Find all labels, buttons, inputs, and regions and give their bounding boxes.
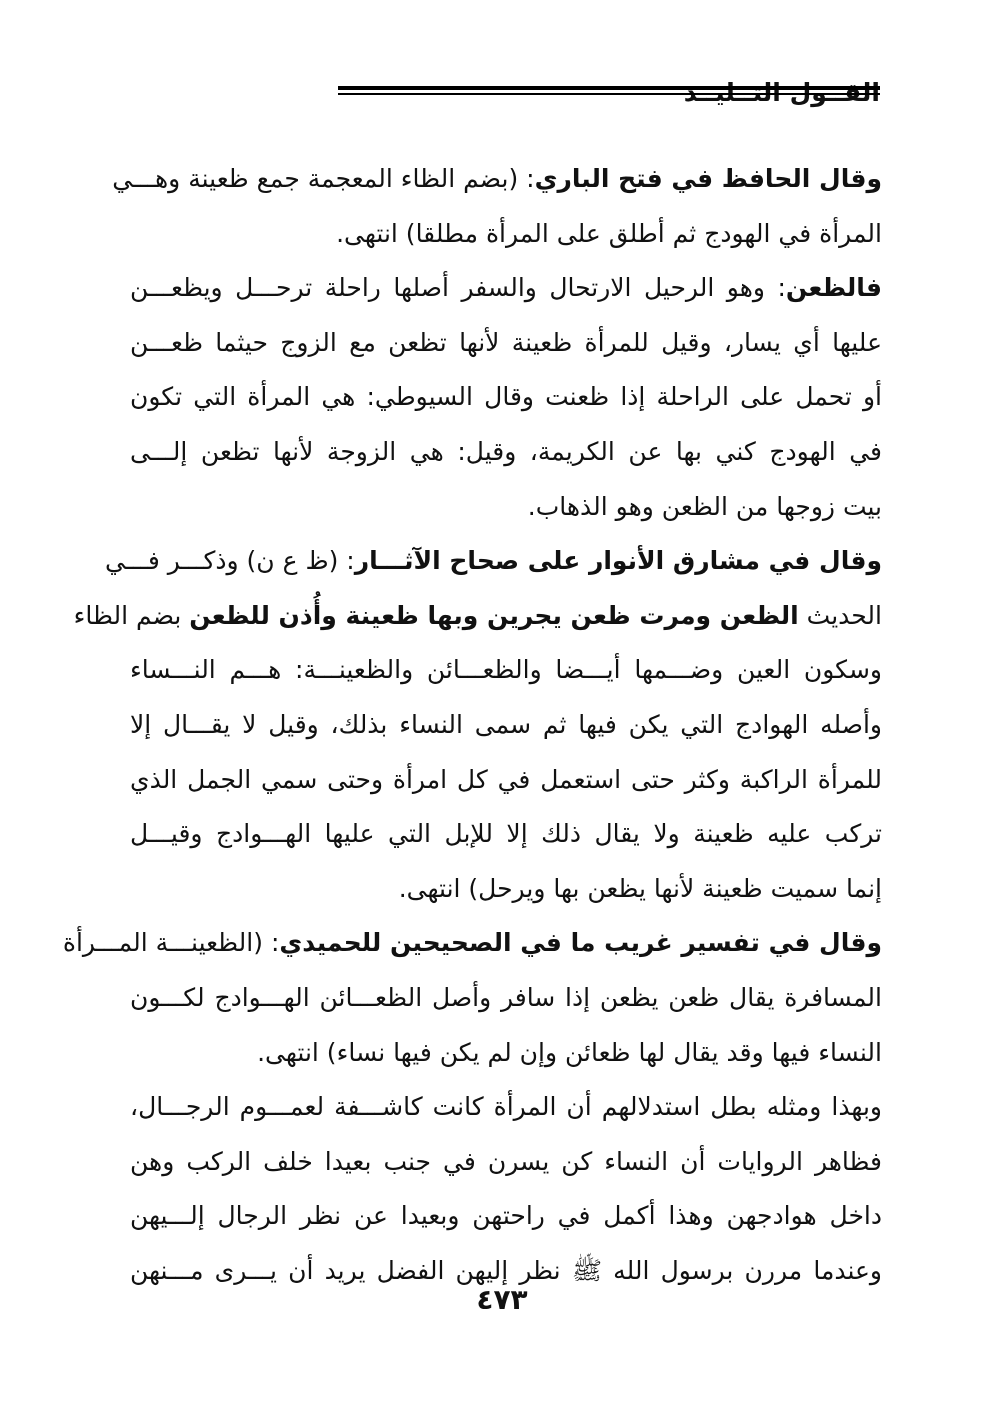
text-run: بيت زوجها من الظعن وهو الذهاب. [527, 491, 882, 521]
text-line [130, 1135, 882, 1190]
text-run: داخل هوادجهن وهذا أكمل في راحتهن وبعيدا عن نظر الرجال إلـــيهن [130, 1201, 882, 1231]
text-line [105, 534, 882, 589]
text-run: وأصله الهوادج التي يكن فيها ثم سمى النساء بذلك، وقيل لا يقـــال إلا [130, 709, 882, 739]
bold-text: الظعن ومرت ظعن يجرين وبها ظعينة وأُذن للظعن [189, 600, 799, 630]
text-line [130, 753, 882, 808]
text-run: إنما سميت ظعينة لأنها يظعن بها ويرحل) انتهى. [398, 873, 882, 903]
text-run: الحديث [798, 600, 882, 630]
body-text [62, 152, 882, 1298]
text-line [73, 589, 882, 644]
text-line [130, 1080, 882, 1135]
text-line [130, 971, 882, 1026]
header-rule-thin [338, 93, 880, 95]
text-line [130, 862, 882, 917]
text-line [130, 207, 882, 262]
text-line [130, 643, 882, 698]
text-run: فظاهر الروايات أن النساء كن يسرن في جنب بعيدا خلف الركب وهن [130, 1146, 882, 1176]
text-line [130, 261, 882, 316]
page-number: ٤٧٣ [476, 1283, 528, 1316]
bold-text: وقال في تفسير غريب ما في الصحيحين للحميدي [279, 928, 882, 958]
text-run: عليها أي يسار، وقيل للمرأة ظعينة لأنها تظعن مع الزوج حيثما ظعـــن [130, 327, 882, 357]
text-line [130, 316, 882, 371]
text-line [130, 480, 882, 535]
text-run: في الهودج كني بها عن الكريمة، وقيل: هي الزوجة لأنها تظعن إلـــى [130, 436, 882, 466]
text-line [112, 152, 882, 207]
text-line [130, 698, 882, 753]
text-run: وعندما مررن برسول الله ﷺ نظر إليهن الفضل يريد أن يـــرى مـــنهن [130, 1255, 882, 1285]
text-line [130, 370, 882, 425]
bold-text: وقال في مشارق الأنوار على صحاح الآثـــار [354, 546, 882, 576]
text-run: : وهو الرحيل الارتحال والسفر أصلها راحلة ترحـــل ويظعـــن [130, 273, 786, 303]
bold-text: وقال الحافظ في فتح الباري [534, 164, 882, 193]
text-run: : (الظعينـــة المـــرأة [62, 928, 280, 958]
header-rule [338, 86, 880, 95]
bold-text: فالظعن [785, 273, 882, 303]
text-line [130, 425, 882, 480]
text-run: النساء فيها وقد يقال لها ظعائن وإن لم يكن فيها نساء) انتهى. [257, 1037, 882, 1067]
text-run: : (بضم الظاء المعجمة جمع ظعينة وهـــي [112, 164, 535, 193]
text-run: للمرأة الراكبة وكثر حتى استعمل في كل امرأة وحتى سمي الجمل الذي [130, 764, 882, 794]
text-line [62, 916, 882, 971]
text-run: : (ظ ع ن) وذكـــر فـــي [105, 546, 355, 576]
text-line [130, 1189, 882, 1244]
text-run: المرأة في الهودج ثم أطلق على المرأة مطلقا) انتهى. [336, 218, 882, 248]
text-run: تركب عليه ظعينة ولا يقال ذلك إلا للإبل التي عليها الهـــوادج وقيـــل [130, 819, 882, 849]
text-run: المسافرة يقال ظعن يظعن إذا سافر وأصل الظعـــائن الهـــوادج لكـــون [130, 982, 882, 1012]
text-line [130, 1026, 882, 1081]
text-run: بضم الظاء [73, 600, 190, 630]
text-run: وبهذا ومثله بطل استدلالهم أن المرأة كانت كاشـــفة لعمـــوم الرجـــال، [130, 1092, 882, 1122]
text-run: وسكون العين وضـــمها أيـــضا والظعـــائن والظعينـــة: هـــم النـــساء [130, 655, 882, 685]
text-line [130, 807, 882, 862]
text-run: أو تحمل على الراحلة إذا ظعنت وقال السيوطي: هي المرأة التي تكون [130, 382, 882, 412]
